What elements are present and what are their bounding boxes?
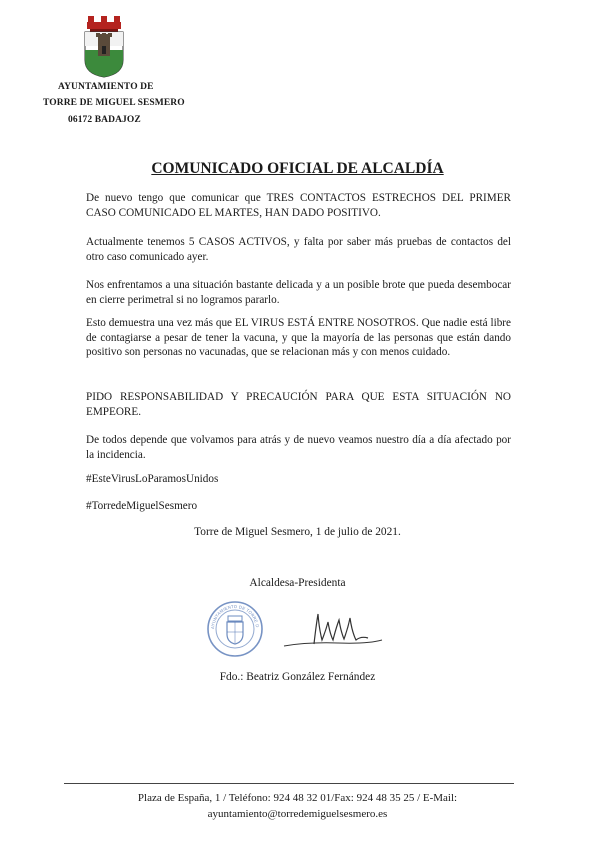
footer-contact bbox=[0, 791, 595, 822]
organization-postal-line: 06172 BADAJOZ bbox=[68, 115, 141, 125]
paragraph-6: De todos depende que volvamos para atrás y de nuevo veamos nuestro día a día afectado por la incidencia. bbox=[86, 434, 511, 461]
footer-email-link[interactable]: ayuntamiento@torredemiguelsesmero.es bbox=[207, 807, 388, 820]
footer-divider bbox=[64, 783, 514, 784]
organization-name-line-2: TORRE DE MIGUEL SESMERO bbox=[43, 98, 185, 108]
paragraph-3: Nos enfrentamos a una situación bastante delicada y a un posible brote que pueda desembocar en cierre perimetral si no logramos pararlo. bbox=[86, 279, 511, 306]
paragraph-5: PIDO RESPONSABILIDAD Y PRECAUCIÓN PARA QUE ESTA SITUACIÓN NO EMPEORE. bbox=[86, 391, 511, 418]
official-seal-stamp bbox=[206, 600, 264, 658]
signer-name: Fdo.: Beatriz González Fernández bbox=[219, 671, 376, 683]
paragraph-2: Actualmente tenemos 5 CASOS ACTIVOS, y falta por saber más pruebas de contactos del otro caso comunicado ayer. bbox=[86, 236, 511, 263]
document-title: COMUNICADO OFICIAL DE ALCALDÍA bbox=[151, 160, 444, 177]
paragraph-1: De nuevo tengo que comunicar que TRES CONTACTOS ESTRECHOS DEL PRIMER CASO COMUNICADO EL MARTES, HAN DADO POSITIVO. bbox=[86, 192, 511, 219]
seal-and-signature bbox=[202, 598, 402, 662]
hashtag-2: #TorredeMiguelSesmero bbox=[86, 500, 198, 512]
organization-name-line-1: AYUNTAMIENTO DE bbox=[58, 82, 154, 92]
dateline: Torre de Miguel Sesmero, 1 de julio de 2021. bbox=[194, 526, 401, 538]
municipal-crest-logo bbox=[82, 16, 126, 78]
signer-role: Alcaldesa-Presidenta bbox=[249, 577, 346, 589]
handwritten-signature bbox=[278, 606, 388, 656]
paragraph-4: Esto demuestra una vez más que EL VIRUS ESTÁ ENTRE NOSOTROS. Que nadie está libre de contagiarse a pesar de tener la vacuna, y que la mayoría de las personas que están dando positivo son personas no vacunadas, que se relacionan más y con menos cuidado. bbox=[86, 317, 511, 359]
svg-text:AYUNTAMIENTO DE TORRE DE MIGUE: AYUNTAMIENTO DE TORRE D bbox=[209, 603, 260, 630]
hashtag-1: #EsteVirusLoParamosUnidos bbox=[86, 473, 219, 485]
footer-address-phone: Plaza de España, 1 / Teléfono: 924 48 32 01/Fax: 924 48 35 25 / E-Mail: bbox=[137, 792, 458, 804]
